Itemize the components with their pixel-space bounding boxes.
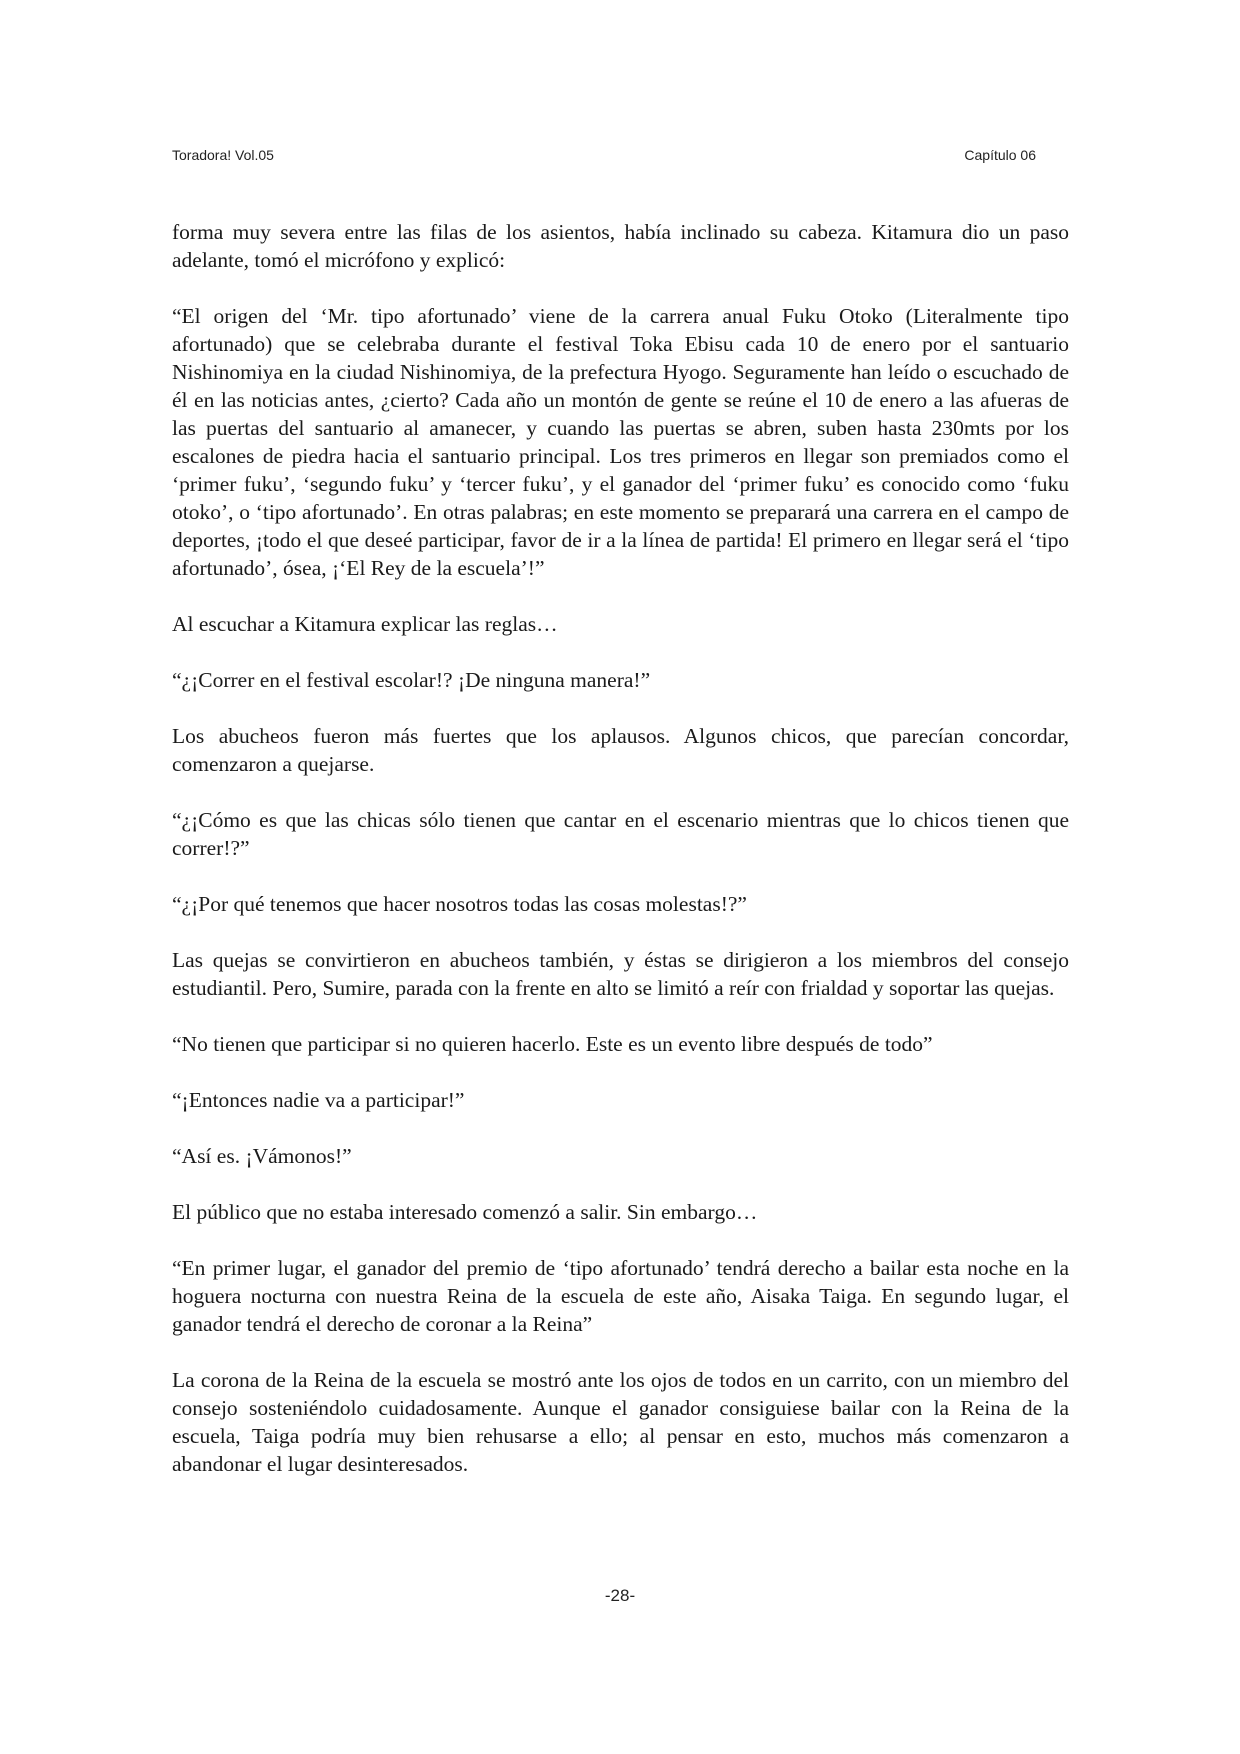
paragraph: “¡Entonces nadie va a participar!”	[172, 1088, 465, 1112]
page-footer	[0, 1586, 1240, 1606]
paragraph: La corona de la Reina de la escuela se mostró ante los ojos de todos en un carrito, con un miembro del consejo sosteniéndolo cuidadosamente. Aunque el ganador consiguiese bailar con la Reina de la escuela, Taiga podría muy bien rehusarse a ello; al pensar en esto, muchos más comenzaron a abandonar el lugar desinteresados.	[172, 1368, 1069, 1476]
paragraph: “¿¡Cómo es que las chicas sólo tienen que cantar en el escenario mientras que lo chicos tienen que correr!?”	[172, 808, 1069, 860]
paragraph: “El origen del ‘Mr. tipo afortunado’ viene de la carrera anual Fuku Otoko (Literalmente tipo afortunado) que se celebraba durante el festival Toka Ebisu cada 10 de enero por el santuario Nishinomiya en la ciudad Nishinomiya, de la prefectura Hyogo. Seguramente han leído o escuchado de él en las noticias antes, ¿cierto? Cada año un montón de gente se reúne el 10 de enero a las afueras de las puertas del santuario al amanecer, y cuando las puertas se abren, suben hasta 230mts por los escalones de piedra hacia el santuario principal. Los tres primeros en llegar son premiados como el ‘primer fuku’, ‘segundo fuku’ y ‘tercer fuku’, y el ganador del ‘primer fuku’ es conocido como ‘fuku otoko’, o ‘tipo afortunado’. En otras palabras; en este momento se preparará una carrera en el campo de deportes, ¡todo el que deseé participar, favor de ir a la línea de partida! El primero en llegar será el ‘tipo afortunado’, ósea, ¡‘El Rey de la escuela’!”	[172, 304, 1069, 580]
paragraph: “No tienen que participar si no quieren hacerlo. Este es un evento libre después de todo”	[172, 1032, 933, 1056]
paragraph: “¿¡Por qué tenemos que hacer nosotros todas las cosas molestas!?”	[172, 892, 747, 916]
paragraph: forma muy severa entre las filas de los asientos, había inclinado su cabeza. Kitamura dio un paso adelante, tomó el micrófono y explicó:	[172, 220, 1069, 272]
chapter-label: Capítulo 06	[964, 147, 1036, 163]
paragraph: “¿¡Correr en el festival escolar!? ¡De ninguna manera!”	[172, 668, 651, 692]
page-number: -28-	[604, 1586, 636, 1605]
book-title: Toradora! Vol.05	[172, 147, 274, 163]
body-text	[172, 218, 1069, 1506]
paragraph: Los abucheos fueron más fuertes que los aplausos. Algunos chicos, que parecían concordar, comenzaron a quejarse.	[172, 724, 1069, 776]
paragraph: Las quejas se convirtieron en abucheos también, y éstas se dirigieron a los miembros del consejo estudiantil. Pero, Sumire, parada con la frente en alto se limitó a reír con frialdad y soportar las quejas.	[172, 948, 1069, 1000]
paragraph: “Así es. ¡Vámonos!”	[172, 1144, 352, 1168]
page-header	[172, 147, 1036, 167]
paragraph: “En primer lugar, el ganador del premio de ‘tipo afortunado’ tendrá derecho a bailar esta noche en la hoguera nocturna con nuestra Reina de la escuela de este año, Aisaka Taiga. En segundo lugar, el ganador tendrá el derecho de coronar a la Reina”	[172, 1256, 1069, 1336]
paragraph: Al escuchar a Kitamura explicar las reglas…	[172, 612, 558, 636]
paragraph: El público que no estaba interesado comenzó a salir. Sin embargo…	[172, 1200, 758, 1224]
